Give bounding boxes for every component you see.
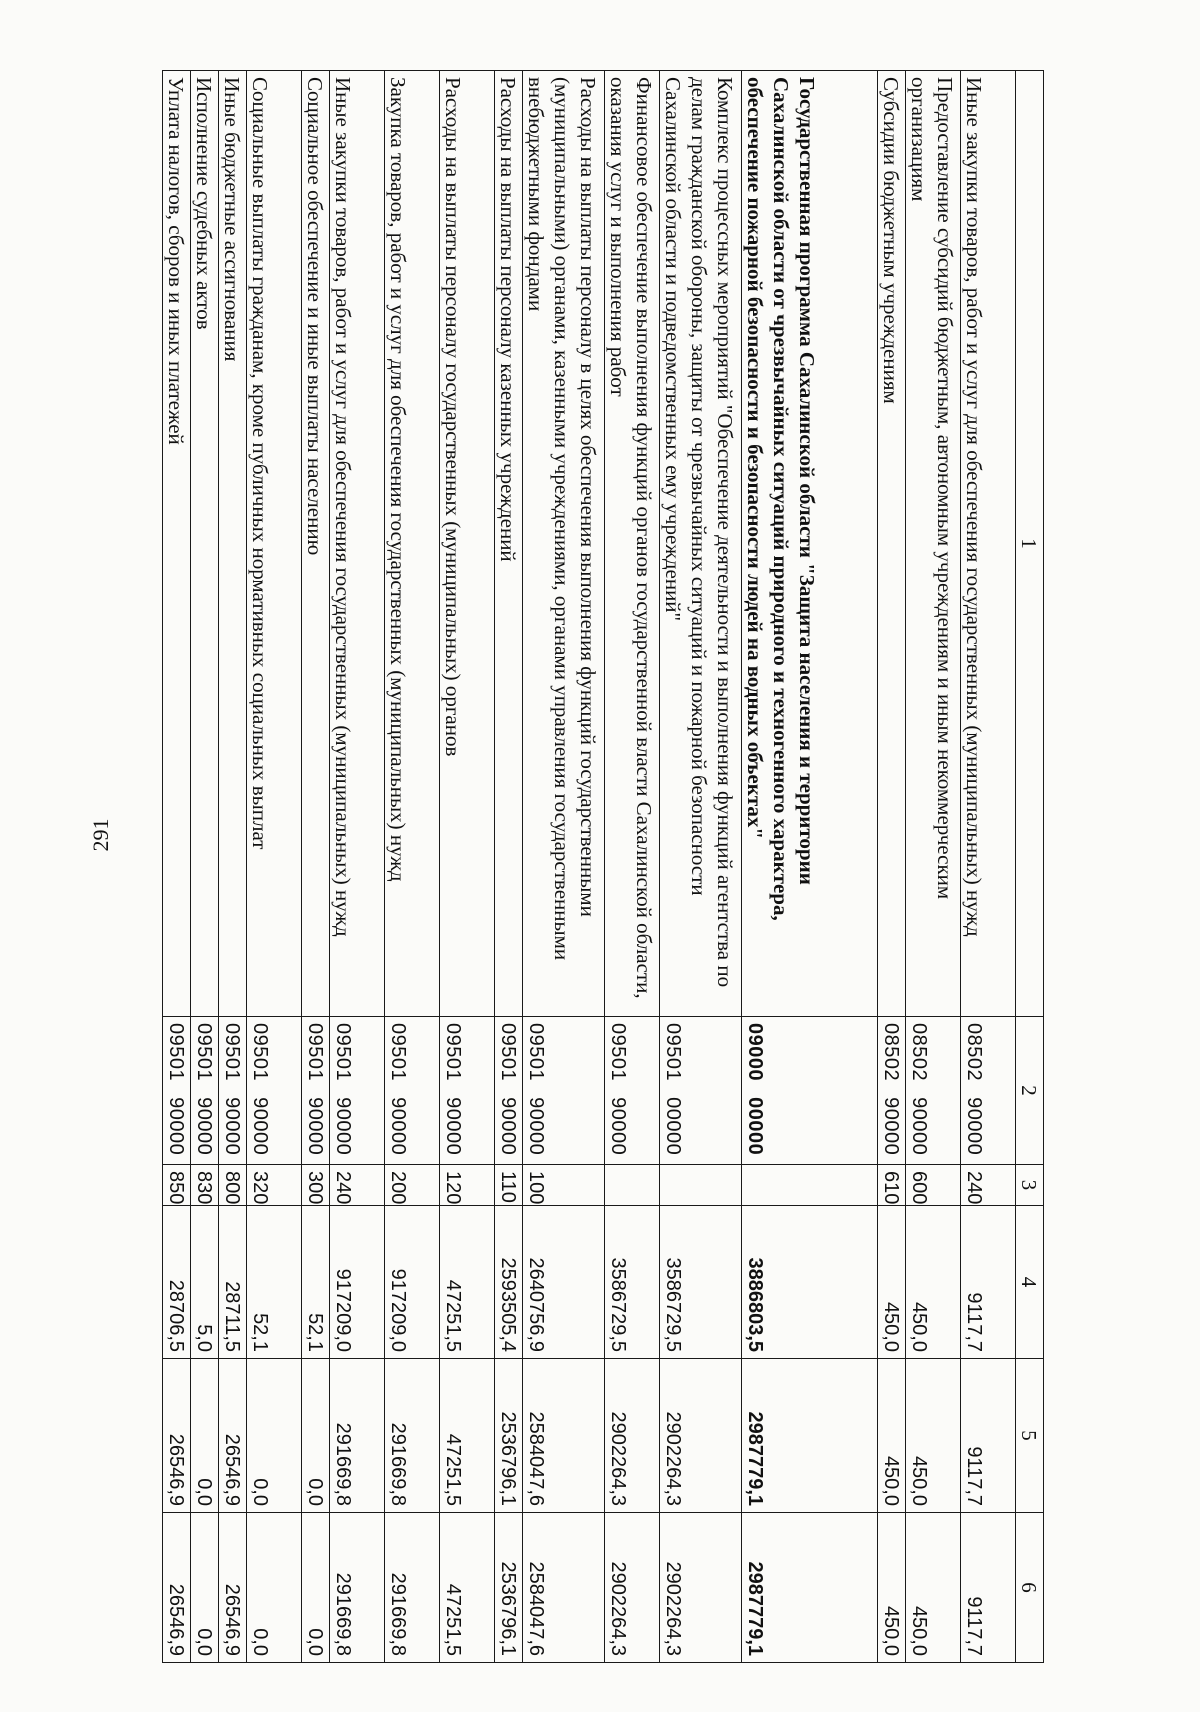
row-value-col6: 9117,7 <box>961 1513 1016 1663</box>
header-col-1: 1 <box>1016 71 1044 1017</box>
budget-table <box>162 70 1044 1663</box>
row-value-col5: 0,0 <box>247 1359 302 1513</box>
row-expense-type: 300 <box>302 1165 330 1206</box>
row-code: 09501 90000 <box>523 1017 605 1165</box>
row-value-col4: 917209,0 <box>330 1206 385 1359</box>
row-value-col6: 47251,5 <box>440 1513 495 1663</box>
row-value-col6: 0,0 <box>247 1513 302 1663</box>
row-name: Комплекс процессных мероприятий "Обеспечение деятельности и выполнения функций агентства по делам гражданской обороны, защиты от чрезвычайных ситуаций и пожарной безопасности Сахалинской области и подведомственных ему учреждений" <box>660 71 742 1017</box>
row-value-col4: 3886803,5 <box>742 1206 878 1359</box>
row-value-col4: 9117,7 <box>961 1206 1016 1359</box>
table-row <box>878 71 906 1663</box>
row-value-col6: 450,0 <box>906 1513 961 1663</box>
row-expense-type: 800 <box>219 1165 247 1206</box>
row-value-col4: 47251,5 <box>440 1206 495 1359</box>
row-value-col6: 2902264,3 <box>660 1513 742 1663</box>
header-col-6: 6 <box>1016 1513 1044 1663</box>
row-expense-type: 850 <box>163 1165 191 1206</box>
row-expense-type <box>660 1165 742 1206</box>
row-name: Государственная программа Сахалинской области "Защита населения и территории Сахалинской области от чрезвычайных ситуаций природного и техногенного характера, обеспечение пожарной безопасности и безопасности людей на водных объектах" <box>742 71 878 1017</box>
row-value-col6: 26546,9 <box>219 1513 247 1663</box>
row-expense-type: 120 <box>440 1165 495 1206</box>
row-code: 09501 90000 <box>163 1017 191 1165</box>
row-code: 09501 90000 <box>302 1017 330 1165</box>
row-value-col6: 2536796,1 <box>495 1513 523 1663</box>
row-value-col6: 0,0 <box>302 1513 330 1663</box>
row-name: Субсидии бюджетным учреждениям <box>878 71 906 1017</box>
row-code: 09501 90000 <box>330 1017 385 1165</box>
row-name: Финансовое обеспечение выполнения функций органов государственной власти Сахалинской области, оказания услуг и выполнения работ <box>605 71 660 1017</box>
row-name: Уплата налогов, сборов и иных платежей <box>163 71 191 1017</box>
row-value-col5: 9117,7 <box>961 1359 1016 1513</box>
table-row <box>906 71 961 1663</box>
row-value-col4: 450,0 <box>878 1206 906 1359</box>
row-expense-type: 100 <box>523 1165 605 1206</box>
page-number: 291 <box>88 818 113 852</box>
row-name: Исполнение судебных актов <box>191 71 219 1017</box>
row-value-col4: 917209,0 <box>385 1206 440 1359</box>
table-row <box>191 71 219 1663</box>
row-expense-type: 830 <box>191 1165 219 1206</box>
header-col-2: 2 <box>1016 1017 1044 1165</box>
table-row-program <box>742 71 878 1663</box>
rotated-table-wrapper <box>130 70 1044 1662</box>
row-code: 09501 90000 <box>385 1017 440 1165</box>
table-row <box>961 71 1016 1663</box>
row-name: Иные закупки товаров, работ и услуг для обеспечения государственных (муниципальных) нужд <box>961 71 1016 1017</box>
row-code: 08502 90000 <box>878 1017 906 1165</box>
row-value-col4: 28706,5 <box>163 1206 191 1359</box>
row-value-col4: 2593505,4 <box>495 1206 523 1359</box>
row-expense-type <box>742 1165 878 1206</box>
row-expense-type <box>605 1165 660 1206</box>
row-name: Иные закупки товаров, работ и услуг для обеспечения государственных (муниципальных) нужд <box>330 71 385 1017</box>
row-code: 08502 90000 <box>906 1017 961 1165</box>
row-value-col4: 5,0 <box>191 1206 219 1359</box>
table-row <box>163 71 191 1663</box>
row-value-col6: 26546,9 <box>163 1513 191 1663</box>
row-name: Предоставление субсидий бюджетным, автономным учреждениям и иным некоммерческим организациям <box>906 71 961 1017</box>
row-value-col6: 291669,8 <box>330 1513 385 1663</box>
row-value-col5: 2584047,6 <box>523 1359 605 1513</box>
row-value-col5: 0,0 <box>191 1359 219 1513</box>
row-name: Социальное обеспечение и иные выплаты населению <box>302 71 330 1017</box>
row-value-col4: 52,1 <box>247 1206 302 1359</box>
row-value-col5: 450,0 <box>906 1359 961 1513</box>
row-value-col4: 450,0 <box>906 1206 961 1359</box>
table-row <box>495 71 523 1663</box>
row-expense-type: 240 <box>330 1165 385 1206</box>
row-value-col4: 28711,5 <box>219 1206 247 1359</box>
table-row <box>247 71 302 1663</box>
row-value-col6: 2584047,6 <box>523 1513 605 1663</box>
row-name: Расходы на выплаты персоналу казенных учреждений <box>495 71 523 1017</box>
row-value-col4: 3586729,5 <box>660 1206 742 1359</box>
row-value-col6: 2987779,1 <box>742 1513 878 1663</box>
row-code: 09501 90000 <box>191 1017 219 1165</box>
row-name: Расходы на выплаты персоналу государственных (муниципальных) органов <box>440 71 495 1017</box>
row-value-col5: 0,0 <box>302 1359 330 1513</box>
row-value-col5: 26546,9 <box>163 1359 191 1513</box>
row-expense-type: 110 <box>495 1165 523 1206</box>
row-value-col5: 2902264,3 <box>660 1359 742 1513</box>
header-col-4: 4 <box>1016 1206 1044 1359</box>
row-code: 09501 90000 <box>495 1017 523 1165</box>
row-code: 09501 90000 <box>440 1017 495 1165</box>
row-name: Иные бюджетные ассигнования <box>219 71 247 1017</box>
header-col-5: 5 <box>1016 1359 1044 1513</box>
row-expense-type: 320 <box>247 1165 302 1206</box>
table-row <box>302 71 330 1663</box>
table-row <box>605 71 660 1663</box>
row-expense-type: 240 <box>961 1165 1016 1206</box>
row-name: Социальные выплаты гражданам, кроме публичных нормативных социальных выплат <box>247 71 302 1017</box>
row-value-col4: 52,1 <box>302 1206 330 1359</box>
table-row <box>219 71 247 1663</box>
table-row <box>330 71 385 1663</box>
table-row <box>440 71 495 1663</box>
row-value-col6: 2902264,3 <box>605 1513 660 1663</box>
row-value-col4: 3586729,5 <box>605 1206 660 1359</box>
row-value-col5: 26546,9 <box>219 1359 247 1513</box>
table-header-row <box>1016 71 1044 1663</box>
row-value-col5: 47251,5 <box>440 1359 495 1513</box>
table-row <box>660 71 742 1663</box>
row-value-col6: 0,0 <box>191 1513 219 1663</box>
row-value-col5: 291669,8 <box>385 1359 440 1513</box>
row-value-col4: 2640756,9 <box>523 1206 605 1359</box>
row-expense-type: 200 <box>385 1165 440 1206</box>
row-expense-type: 600 <box>906 1165 961 1206</box>
row-value-col5: 2536796,1 <box>495 1359 523 1513</box>
row-value-col5: 2987779,1 <box>742 1359 878 1513</box>
table-row <box>385 71 440 1663</box>
row-code: 09501 90000 <box>219 1017 247 1165</box>
row-code: 08502 90000 <box>961 1017 1016 1165</box>
row-code: 09501 90000 <box>605 1017 660 1165</box>
table-row <box>523 71 605 1663</box>
header-col-3: 3 <box>1016 1165 1044 1206</box>
row-code: 09000 00000 <box>742 1017 878 1165</box>
row-value-col6: 291669,8 <box>385 1513 440 1663</box>
row-value-col5: 2902264,3 <box>605 1359 660 1513</box>
row-name: Расходы на выплаты персоналу в целях обеспечения выполнения функций государственными (муниципальными) органами, казенными учреждениями, органами управления государственными внебюджетными фондами <box>523 71 605 1017</box>
row-value-col5: 450,0 <box>878 1359 906 1513</box>
row-code: 09501 00000 <box>660 1017 742 1165</box>
row-name: Закупка товаров, работ и услуг для обеспечения государственных (муниципальных) нужд <box>385 71 440 1017</box>
row-code: 09501 90000 <box>247 1017 302 1165</box>
row-expense-type: 610 <box>878 1165 906 1206</box>
row-value-col6: 450,0 <box>878 1513 906 1663</box>
row-value-col5: 291669,8 <box>330 1359 385 1513</box>
